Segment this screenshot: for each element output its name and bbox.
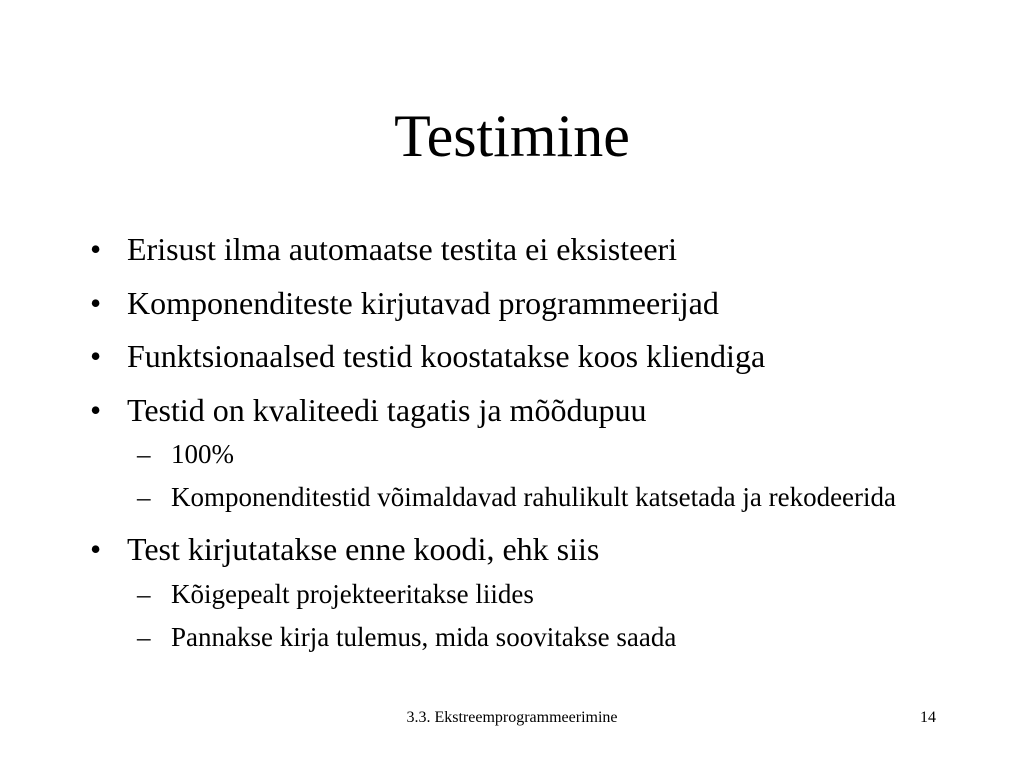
bullet-item (90, 278, 970, 328)
sub-bullet-item (90, 578, 970, 611)
sub-bullet-list (90, 578, 970, 654)
bullet-text: Test kirjutatakse enne koodi, ehk siis (127, 531, 600, 567)
bullet-item (90, 524, 970, 574)
sub-bullet-item (90, 438, 970, 471)
sub-bullet-marker: – (137, 439, 151, 469)
bullet-marker: • (90, 284, 102, 321)
slide-title: Testimine (394, 103, 630, 169)
footer-title: 3.3. Ekstreemprogrammeerimine (406, 709, 618, 726)
bullet-text: Testid on kvaliteedi tagatis ja mõõdupuu (127, 391, 647, 428)
sub-bullet-marker: – (137, 578, 151, 609)
sub-bullet-text: Komponenditestid võimaldavad rahulikult katsetada ja rekodeerida (171, 482, 897, 512)
sub-bullet-group (90, 438, 970, 514)
sub-bullet-text: Pannakse kirja tulemus, mida soovitakse saada (171, 621, 677, 652)
sub-bullet-text: 100% (171, 439, 234, 469)
sub-bullet-item (90, 621, 970, 654)
bullet-text: Komponenditeste kirjutavad programmeerijad (127, 284, 719, 321)
page-number: 14 (920, 709, 936, 726)
bullet-item (90, 385, 970, 435)
bullet-marker: • (90, 338, 102, 374)
bullet-item (90, 224, 970, 274)
sub-bullet-marker: – (137, 482, 151, 512)
bullet-text: Funktsionaalsed testid koostatakse koos kliendiga (127, 338, 766, 374)
sub-bullet-marker: – (137, 621, 151, 652)
sub-bullet-text: Kõigepealt projekteeritakse liides (171, 578, 534, 609)
sub-bullet-list (90, 438, 970, 514)
bullet-item (90, 331, 970, 381)
bullet-marker: • (90, 531, 102, 567)
bullet-marker: • (90, 391, 102, 428)
bullet-text: Erisust ilma automaatse testita ei eksisteeri (127, 231, 678, 267)
sub-bullet-item (90, 481, 970, 514)
bullet-list (90, 224, 970, 664)
sub-bullet-group (90, 578, 970, 654)
bullet-marker: • (90, 231, 102, 267)
